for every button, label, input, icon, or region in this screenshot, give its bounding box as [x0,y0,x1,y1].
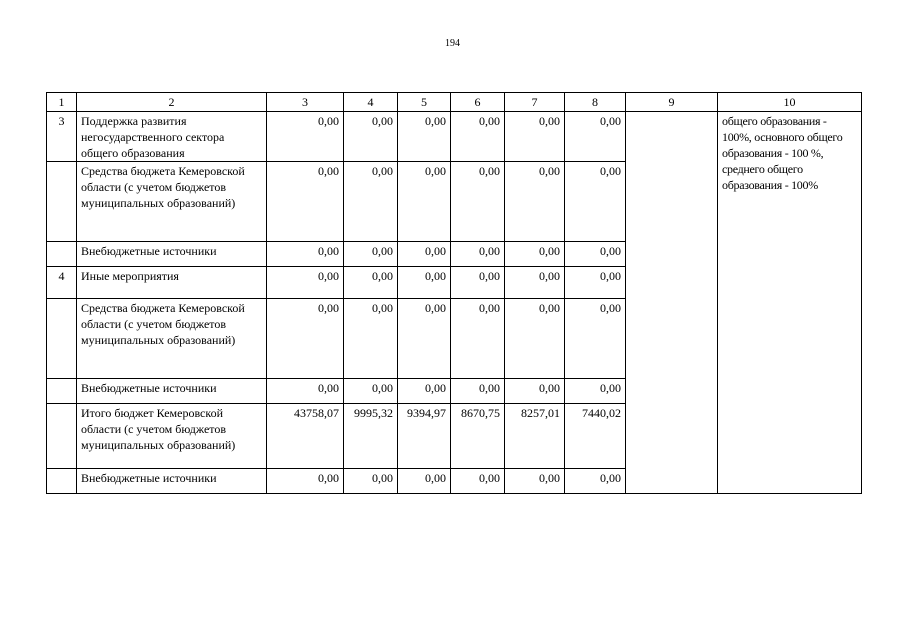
value-cell: 0,00 [565,299,626,379]
header-cell: 4 [344,93,398,112]
value-cell: 0,00 [344,267,398,299]
value-cell: 0,00 [398,299,451,379]
header-cell: 9 [626,93,718,112]
row-label: Итого бюджет Кемеровской области (с учетом бюджетов муниципальных образований) [77,404,267,469]
value-cell: 0,00 [451,379,505,404]
value-cell: 0,00 [565,469,626,494]
value-cell: 0,00 [505,469,565,494]
value-cell: 0,00 [267,112,344,162]
value-cell: 0,00 [267,469,344,494]
header-cell: 10 [718,93,862,112]
header-cell: 3 [267,93,344,112]
value-cell: 7440,02 [565,404,626,469]
value-cell: 0,00 [267,267,344,299]
value-cell: 0,00 [398,469,451,494]
row-label: Поддержка развития негосударственного сектора общего образования [77,112,267,162]
row-number [47,242,77,267]
value-cell: 0,00 [565,267,626,299]
budget-table [46,92,862,494]
value-cell: 0,00 [505,242,565,267]
row-label: Средства бюджета Кемеровской области (с учетом бюджетов муниципальных образований) [77,299,267,379]
row-number [47,379,77,404]
value-cell: 0,00 [565,242,626,267]
value-cell: 0,00 [344,162,398,242]
header-row [47,93,862,112]
header-cell: 5 [398,93,451,112]
value-cell: 0,00 [267,379,344,404]
header-cell: 7 [505,93,565,112]
row-label: Иные мероприятия [77,267,267,299]
header-cell: 8 [565,93,626,112]
value-cell: 0,00 [505,379,565,404]
value-cell: 0,00 [565,112,626,162]
value-cell: 0,00 [398,112,451,162]
value-cell: 0,00 [398,379,451,404]
col9-cell [626,112,718,494]
value-cell: 0,00 [451,267,505,299]
value-cell: 0,00 [451,299,505,379]
value-cell: 0,00 [344,242,398,267]
header-cell: 2 [77,93,267,112]
value-cell: 0,00 [344,299,398,379]
value-cell: 8670,75 [451,404,505,469]
value-cell: 0,00 [505,299,565,379]
row-label: Внебюджетные источники [77,242,267,267]
value-cell: 0,00 [344,379,398,404]
table-row [47,112,862,162]
value-cell: 0,00 [398,162,451,242]
value-cell: 0,00 [505,267,565,299]
row-number [47,162,77,242]
header-cell: 1 [47,93,77,112]
row-number: 4 [47,267,77,299]
value-cell: 0,00 [451,469,505,494]
value-cell: 0,00 [267,299,344,379]
row-number [47,404,77,469]
value-cell: 0,00 [505,112,565,162]
row-label: Средства бюджета Кемеровской области (с учетом бюджетов муниципальных образований) [77,162,267,242]
row-label: Внебюджетные источники [77,379,267,404]
value-cell: 0,00 [344,469,398,494]
value-cell: 0,00 [267,162,344,242]
row-number [47,469,77,494]
value-cell: 9394,97 [398,404,451,469]
value-cell: 8257,01 [505,404,565,469]
value-cell: 0,00 [451,112,505,162]
value-cell: 0,00 [505,162,565,242]
value-cell: 0,00 [451,242,505,267]
value-cell: 0,00 [398,242,451,267]
value-cell: 0,00 [565,379,626,404]
value-cell: 0,00 [344,112,398,162]
row-label: Внебюджетные источники [77,469,267,494]
row-number: 3 [47,112,77,162]
note-cell: общего образования - 100%, основного общего образования - 100 %, среднего общего образования - 100% [718,112,862,494]
value-cell: 0,00 [398,267,451,299]
value-cell: 9995,32 [344,404,398,469]
header-cell: 6 [451,93,505,112]
row-number [47,299,77,379]
value-cell: 0,00 [267,242,344,267]
page-number: 194 [445,38,460,49]
value-cell: 0,00 [451,162,505,242]
value-cell: 43758,07 [267,404,344,469]
value-cell: 0,00 [565,162,626,242]
